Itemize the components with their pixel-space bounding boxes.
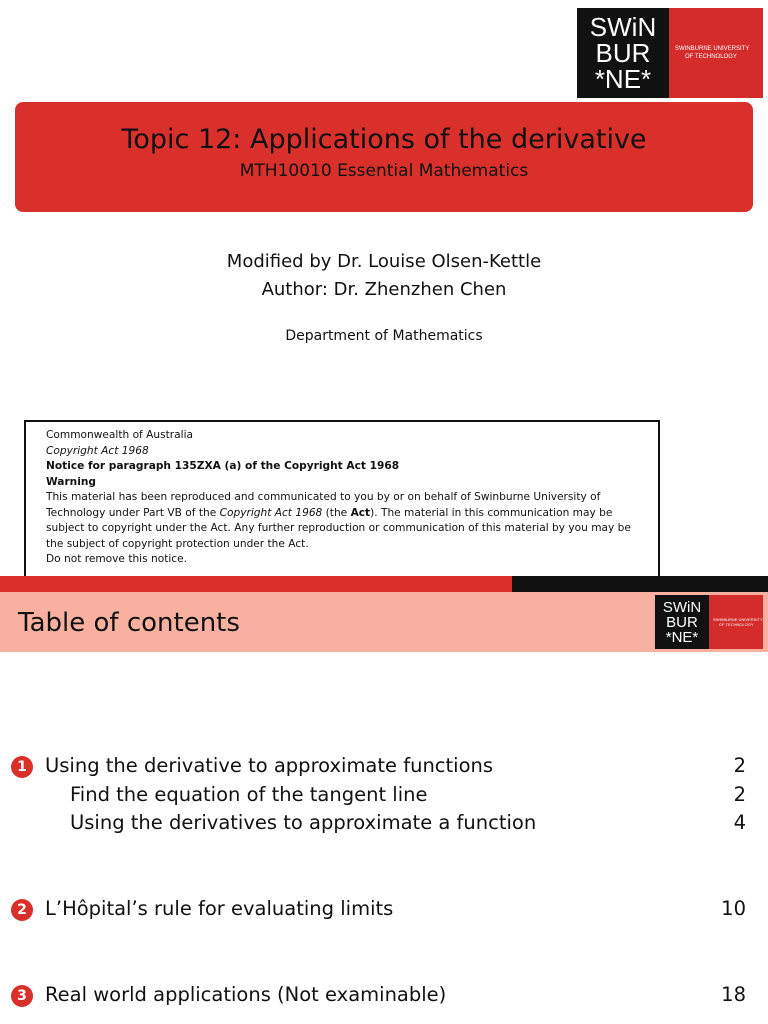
toc-label: L’Hôpital’s rule for evaluating limits — [45, 897, 394, 920]
notice-warning: Warning — [46, 475, 96, 488]
department: Department of Mathematics — [285, 328, 483, 344]
swinburne-logo — [655, 595, 763, 649]
toc-title: Table of contents — [18, 608, 240, 638]
slide-subtitle: MTH10010 Essential Mathematics — [239, 161, 529, 181]
toc-page: 4 — [733, 811, 746, 834]
notice-text: This material has been reproduced and communicated to you by or on behalf of Swinburne University of Technology under Part VB of the — [46, 491, 601, 519]
notice-act-italic: Copyright Act 1968 — [219, 506, 323, 519]
toc-subsection[interactable] — [0, 783, 768, 811]
divider-black — [512, 576, 768, 592]
logo-line: *NE* — [594, 64, 652, 94]
toc-page: 10 — [721, 897, 746, 920]
toc-page: 18 — [721, 983, 746, 1006]
notice-text: (the — [322, 506, 351, 519]
divider-red — [0, 576, 512, 592]
author: Author: Dr. Zhenzhen Chen — [261, 279, 507, 300]
notice-body — [46, 490, 638, 552]
section-number-badge: 2 — [11, 899, 33, 921]
modified-by: Modified by Dr. Louise Olsen-Kettle — [226, 251, 542, 272]
logo-line: BUR — [595, 38, 651, 68]
toc-label: Using the derivative to approximate functions — [45, 754, 494, 777]
notice-act-bold: Act — [350, 506, 371, 519]
logo-tagline: SWINBURNE UNIVERSITY — [713, 617, 763, 622]
toc-header — [0, 592, 768, 652]
notice-footer: Do not remove this notice. — [46, 553, 188, 565]
toc-label: Using the derivatives to approximate a function — [70, 811, 537, 834]
logo-tagline: OF TECHNOLOGY — [685, 54, 737, 60]
toc-subsection[interactable] — [0, 811, 768, 839]
logo-line: SWiN — [662, 598, 702, 616]
toc-section-3[interactable] — [0, 983, 768, 1011]
title-banner — [15, 102, 753, 212]
copyright-notice — [24, 420, 660, 576]
swinburne-logo — [577, 8, 763, 98]
toc-page: 2 — [733, 754, 746, 777]
logo-line: *NE* — [665, 628, 699, 646]
toc-label: Find the equation of the tangent line — [70, 783, 428, 806]
toc-page: 2 — [733, 783, 746, 806]
logo-line: SWiN — [589, 12, 657, 42]
toc-slide — [0, 592, 768, 1024]
logo-line: BUR — [666, 613, 698, 631]
logo-tagline: SWINBURNE UNIVERSITY — [675, 46, 750, 52]
toc-label: Real world applications (Not examinable) — [45, 983, 447, 1006]
notice-text: ). The material in this communication may be subject to copyright under the Act. Any further reproduction or communication of this material by you may be the subject of copyright protection under the Act. — [46, 506, 631, 550]
notice-heading: Notice for paragraph 135ZXA (a) of the Copyright Act 1968 — [46, 460, 400, 472]
authors-block — [0, 248, 768, 304]
notice-line: Copyright Act 1968 — [46, 444, 149, 457]
notice-line: Commonwealth of Australia — [46, 429, 194, 441]
toc-section-1[interactable] — [0, 754, 768, 782]
section-number-badge: 1 — [11, 756, 33, 778]
toc-section-2[interactable] — [0, 897, 768, 925]
slide-title: Topic 12: Applications of the derivative — [121, 124, 647, 155]
section-number-badge: 3 — [11, 985, 33, 1007]
logo-tagline: OF TECHNOLOGY — [719, 622, 754, 627]
